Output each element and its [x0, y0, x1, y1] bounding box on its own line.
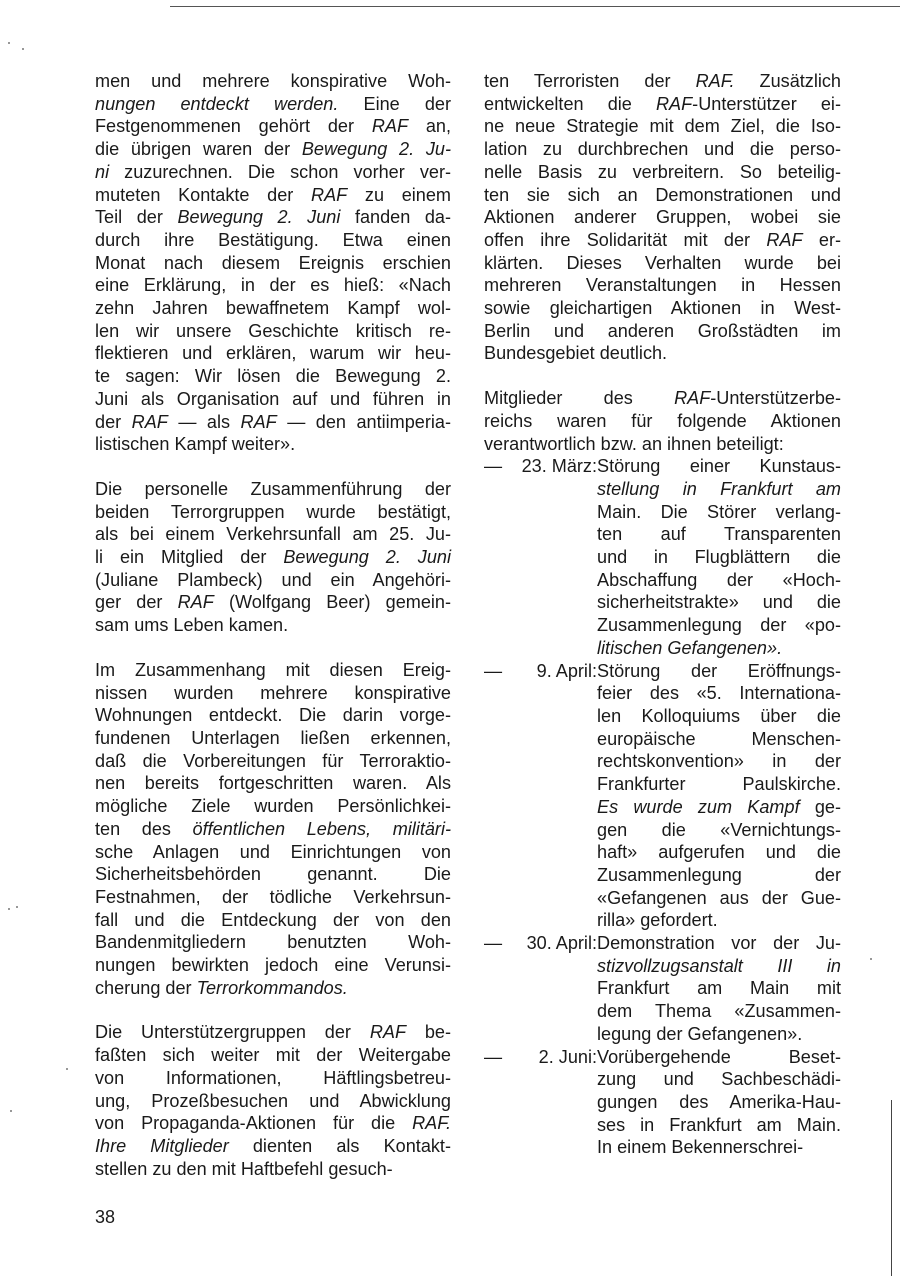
text-line: dem Thema «Zusammen-: [597, 1001, 841, 1022]
text-line: Festnahmen, der tödliche Verkehrsun-: [95, 886, 451, 907]
text-line: mögliche Ziele wurden Persönlichkei-: [95, 796, 451, 817]
event-date: 2. Juni:: [538, 1046, 597, 1067]
event-item: [484, 660, 841, 932]
text-line: ne neue Strategie mit dem Ziel, die Iso-: [484, 116, 841, 137]
text-line: rilla» gefordert.: [597, 910, 718, 931]
text-line: Zusammenlegung der «po-: [597, 615, 841, 636]
text-line: der RAF — als RAF — den antiimperia-: [95, 411, 451, 432]
text-line: Berlin und anderen Großstädten im: [484, 320, 841, 341]
text-line: von Informationen, Häftlingsbetreu-: [95, 1067, 451, 1088]
text-line: Frankfurt am Main mit: [597, 978, 841, 999]
text-line: ses in Frankfurt am Main.: [597, 1114, 841, 1135]
text-line: entwickelten die RAF-Unterstützer ei-: [484, 93, 841, 114]
text-line: Teil der Bewegung 2. Juni fanden da-: [95, 207, 451, 228]
paragraph: [95, 1021, 451, 1180]
text-line: zung und Sachbeschädi-: [597, 1069, 841, 1090]
scan-speck: [22, 48, 24, 50]
event-description: [597, 932, 841, 1046]
event-item: [484, 932, 841, 1046]
text-line: (Juliane Plambeck) und ein Angehöri-: [95, 569, 451, 590]
text-line: lation zu durchbrechen und die perso-: [484, 139, 841, 160]
left-paragraphs: [95, 70, 451, 1180]
text-line: sowie gleichartigen Aktionen in West-: [484, 298, 841, 319]
text-line: Die Unterstützergruppen der RAF be-: [95, 1022, 452, 1043]
text-line: zehn Jahren bewaffnetem Kampf wol-: [95, 298, 451, 319]
event-description: [597, 455, 841, 659]
text-line: Demonstration vor der Ju-: [597, 933, 841, 954]
scan-speck: [8, 42, 10, 44]
text-line: ger der RAF (Wolfgang Beer) gemein-: [95, 592, 451, 613]
text-line: In einem Bekennerschrei-: [597, 1137, 804, 1158]
scan-edge-line: [891, 1100, 892, 1276]
event-dash: —: [484, 660, 503, 681]
text-line: fall und die Entdeckung der von den: [95, 909, 451, 930]
text-line: stellen zu den mit Haftbefehl gesuch-: [95, 1158, 393, 1179]
text-line: li ein Mitglied der Bewegung 2. Juni: [95, 547, 451, 568]
text-line: te sagen: Wir lösen die Bewegung 2.: [95, 366, 451, 387]
text-line: fundenen Unterlagen ließen erkennen,: [95, 727, 451, 748]
text-line: ni zuzurechnen. Die schon vorher ver-: [95, 161, 451, 182]
text-line: gungen des Amerika-Hau-: [597, 1091, 841, 1112]
text-line: nungen entdeckt werden. Eine der: [95, 93, 451, 114]
paragraph: [95, 659, 451, 1000]
event-item: [484, 455, 841, 659]
text-line: len Kolloquiums über die: [597, 705, 841, 726]
text-line: ten sie sich an Demonstrationen und: [484, 184, 841, 205]
text-line: nelle Basis zu verbreitern. So beteilig-: [484, 161, 841, 182]
event-description: [597, 1046, 841, 1160]
text-line: reichs waren für folgende Aktionen: [484, 410, 841, 431]
event-dash: —: [484, 456, 503, 477]
text-line: ten auf Transparenten: [597, 524, 841, 545]
text-line: legung der Gefangenen».: [597, 1023, 803, 1044]
text-line: Störung einer Kunstaus-: [597, 456, 841, 477]
event-dash: —: [484, 1046, 503, 1067]
text-line: sicherheitstrakte» und die: [597, 592, 841, 613]
text-line: und in Flugblättern die: [597, 547, 841, 568]
text-line: Zusammenlegung der: [597, 864, 841, 885]
text-line: Bundesgebiet deutlich.: [484, 343, 668, 364]
text-line: klärten. Dieses Verhalten wurde bei: [484, 252, 841, 273]
text-line: daß die Vorbereitungen für Terroraktio-: [95, 750, 451, 771]
text-line: cherung der Terrorkommandos.: [95, 977, 348, 998]
text-line: von Propaganda-Aktionen für die RAF.: [95, 1113, 451, 1134]
text-line: Sicherheitsbehörden genannt. Die: [95, 864, 451, 885]
text-line: als bei einem Verkehrsunfall am 25. Ju-: [95, 524, 451, 545]
event-item: [484, 1046, 841, 1160]
event-list: [484, 455, 841, 1159]
text-line: Main. Die Störer verlang-: [597, 501, 841, 522]
text-line: Festgenommenen gehört der RAF an,: [95, 116, 451, 137]
event-date: 23. März:: [521, 456, 597, 477]
scan-speck: [66, 1068, 68, 1070]
text-line: Mitglieder des RAF-Unterstützerbe-: [484, 388, 841, 409]
event-date: 30. April:: [526, 933, 597, 954]
right-column: [484, 70, 841, 1159]
text-line: «Gefangenen aus der Gue-: [597, 887, 841, 908]
paragraph: [484, 387, 841, 455]
text-line: Ihre Mitglieder dienten als Kontakt-: [95, 1135, 451, 1156]
scan-speck: [870, 958, 872, 960]
text-line: Es wurde zum Kampf ge-: [597, 796, 842, 817]
text-line: Bandenmitgliedern benutzten Woh-: [95, 932, 451, 953]
text-line: stellung in Frankfurt am: [597, 478, 841, 499]
text-line: europäische Menschen-: [597, 728, 841, 749]
event-date: 9. April:: [536, 660, 597, 681]
text-line: offen ihre Solidarität mit der RAF er-: [484, 229, 842, 250]
paragraph: [95, 70, 451, 456]
text-line: litischen Gefangenen».: [597, 637, 783, 658]
text-line: nen bereits fortgeschritten waren. Als: [95, 773, 451, 794]
text-line: Störung der Eröffnungs-: [597, 660, 841, 681]
text-line: rechtskonvention» in der: [597, 751, 841, 772]
event-dash: —: [484, 933, 503, 954]
text-line: gen die «Vernichtungs-: [597, 819, 841, 840]
text-line: Die personelle Zusammenführung der: [95, 478, 451, 499]
text-line: beiden Terrorgruppen wurde bestätigt,: [95, 501, 451, 522]
text-line: stizvollzugsanstalt III in: [597, 955, 841, 976]
text-line: Monat nach diesem Ereignis erschien: [95, 252, 451, 273]
scan-speck: [16, 906, 18, 908]
text-line: Im Zusammenhang mit diesen Ereig-: [95, 659, 451, 680]
text-line: men und mehrere konspirative Woh-: [95, 71, 451, 91]
text-line: Abschaffung der «Hoch-: [597, 569, 841, 590]
text-line: len wir unsere Geschichte kritisch re-: [95, 320, 451, 341]
page-number: 38: [95, 1207, 116, 1227]
text-line: verantwortlich bzw. an ihnen beteiligt:: [484, 433, 784, 454]
text-line: ung, Prozeßbesuchen und Abwicklung: [95, 1090, 451, 1111]
right-paragraphs: [484, 70, 841, 455]
text-line: durch ihre Bestätigung. Etwa einen: [95, 229, 451, 250]
paragraph: [95, 478, 451, 637]
text-line: nungen bewirkten jedoch eine Verunsi-: [95, 955, 451, 976]
text-line: feier des «5. Internationa-: [597, 683, 841, 704]
scan-speck: [10, 1110, 12, 1112]
text-line: Wohnungen entdeckt. Die darin vorge-: [95, 705, 451, 726]
text-line: die übrigen waren der Bewegung 2. Ju-: [95, 139, 452, 160]
text-line: mehreren Veranstaltungen in Hessen: [484, 275, 841, 296]
paragraph: [484, 70, 841, 365]
text-line: sche Anlagen und Einrichtungen von: [95, 841, 451, 862]
text-line: Aktionen anderer Gruppen, wobei sie: [484, 207, 841, 228]
text-line: Vorübergehende Beset-: [597, 1046, 841, 1067]
text-line: Juni als Organisation auf und führen in: [95, 388, 451, 409]
top-rule: [170, 6, 900, 7]
event-description: [597, 660, 841, 932]
text-line: faßten sich weiter mit der Weitergabe: [95, 1045, 451, 1066]
text-line: eine Erklärung, in der es hieß: «Nach: [95, 275, 451, 296]
text-line: listischen Kampf weiter».: [95, 434, 296, 455]
text-line: muteten Kontakte der RAF zu einem: [95, 184, 451, 205]
text-line: ten Terroristen der RAF. Zusätzlich: [484, 71, 841, 91]
text-line: haft» aufgerufen und die: [597, 842, 841, 863]
text-line: ten des öffentlichen Lebens, militäri-: [95, 818, 451, 839]
left-column: [95, 70, 451, 1180]
scan-speck: [8, 908, 10, 910]
text-line: sam ums Leben kamen.: [95, 615, 289, 636]
text-line: Frankfurter Paulskirche.: [597, 774, 841, 795]
text-line: flektieren und erklären, warum wir heu-: [95, 343, 451, 364]
text-line: nissen wurden mehrere konspirative: [95, 682, 451, 703]
